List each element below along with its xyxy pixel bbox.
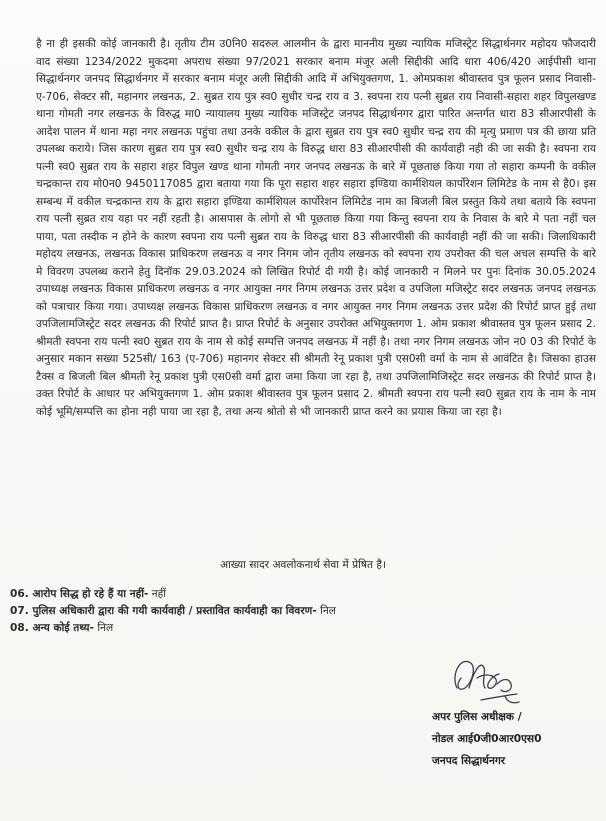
item-07-value: निल bbox=[316, 605, 336, 617]
handwritten-signature bbox=[447, 648, 527, 710]
signature-block bbox=[432, 706, 602, 772]
item-06-label: 06. आरोप सिद्ध हो रहे हैं या नहीं- bbox=[10, 588, 149, 600]
report-items bbox=[10, 586, 570, 637]
closing-line: आख्या सादर अवलोकनार्थ सेवा में प्रेषित है। bbox=[219, 559, 387, 571]
signatory-district: जनपद सिद्धार्थनगर bbox=[432, 755, 506, 767]
item-06 bbox=[10, 586, 570, 603]
item-07 bbox=[10, 603, 570, 620]
item-08 bbox=[10, 620, 570, 637]
item-08-value: निल bbox=[93, 622, 114, 634]
item-07-label: 07. पुलिस अधिकारी द्वारा की गयी कार्यवाही / प्रस्तावित कार्यवाही का विवरण- bbox=[10, 605, 317, 617]
signatory-designation: अपर पुलिस अधीक्षक / bbox=[432, 711, 522, 723]
report-body bbox=[36, 36, 596, 421]
signatory-office: नोडल आई0जी0आर0एस0 bbox=[432, 733, 542, 745]
item-06-value: नहीं bbox=[148, 588, 166, 600]
report-paragraph: है ना ही इसकी कोई जानकारी है। तृतीय टीम उ0नि0 सदरुल आलमीन के द्वारा माननीय मुख्य न्यायिक मजिस्ट्रेट सिद्धार्थनगर महोदय फौजदारी वाद संख्या 1234/2022 मुकदमा अपराध संख्या 97/2021 सरकार बनाम मंजूर अली सिद्दीकी आदि धारा 406/420 आईपीसी थाना सिद्धार्थनगर जनपद सिद्धार्थनगर में सरकार बनाम मंजूर अली सिद्दीकी आदि में अभियुक्तगण, 1. ओमप्रकाश श्रीवास्तव पुत्र फूलन प्रसाद निवासी- ए-706, सेक्टर सी, महानगर लखनऊ, 2. सुब्रत राय पुत्र स्व0 सुधीर चन्द्र राय व 3. स्वपना राय पत्नी सुब्रत राय निवासी-सहारा शहर विपुलखण्ड थाना गोमती नगर लखनऊ के विरुद्ध मा0 न्यायालय मुख्य न्यायिक मजिस्ट्रेट जनपद सिद्धार्थनगर द्वारा पारित अन्तर्गत धारा 83 सीआरपीसी के आदेश पालन में थाना महा नगर लखनऊ पहुंचा तथा उनके वकील के द्वारा सुब्रत राय पुत्र स्व0 सुधीर चन्द्र राय की मृत्यु प्रमाण पत्र की छाया प्रति उपलब्ध कराये। जिस कारण सुब्रत राय पुत्र स्व0 सुधीर चन्द्र राय के विरुद्ध धारा 83 सीआरपीसी की कार्यवाही नही की जा सकी है। स्वपना राय पत्नी स्व0 सुब्रत राय के सहारा शहर विपुल खण्ड थाना गोमती नगर जनपद लखनऊ के बारे में पूछताछ किया गया तो सहारा कम्पनी के वकील चन्द्रकान्त राय मो0न0 9450117085 द्वारा बताया गया कि पूरा सहारा शहर सहारा इण्डिया कार्मशियल कार्पोरेशन लिमिटेड के नाम से है0। इस सम्बन्ध में वकील चन्द्रकान्त राय के द्वारा सहारा इण्डिया कार्मशियल कार्पोरेशन लिमिटेड नाम का बिजली बिल प्रस्तुत किये तथा बताये कि स्वपना राय पत्नी सुब्रत राय यहा पर नहीं रहती है। आसपास के लोगो से भी पूछताछ किया गया किन्तु स्वपना राय के निवास के बारे मे पता नहीं चल पाया, पता तस्दीक न होने के कारण स्वपना राय पत्नी सुब्रत राय के विरुद्ध धारा 83 सीआरपीसी की कार्यवाही नहीं की जा सकी। जिलाधिकारी महोदय लखनऊ, लखनऊ विकास प्राधिकरण लखनऊ व नगर निगम जोन तृतीय लखनऊ को स्वपना राय उपरोक्त की चल अचल सम्पत्ति के बारे मे विवरण उपलब्ध कराने हेतु दिनॉक 29.03.2024 को लिखित रिपोर्ट दी गयी है। कोई जानकारी न मिलने पर पुनः दिनांक 30.05.2024 उपाध्यक्ष लखनऊ विकास प्राधिकरण लखनऊ व नगर आयुक्त नगर निगम लखनऊ उत्तर प्रदेश व उपजिला मजिस्ट्रेट सदर लखनऊ जनपद लखनऊ को पत्राचार किया गया। उपाध्यक्ष लखनऊ विकास प्राधिकरण लखनऊ व नगर आयुक्त नगर निगम लखनऊ उत्तर प्रदेश की रिपोर्ट प्राप्त हुई तथा उपजिलामजिस्ट्रेट सदर लखनऊ की रिपोर्ट प्राप्त है। प्राप्त रिपोर्ट के अनुसार उपरोक्त अभियुक्तगण 1. ओम प्रकाश श्रीवास्तव पुत्र फूलन प्रसाद 2. श्रीमती स्वपना राय पत्नी स्व0 सुब्रत राय के नाम से कोई सम्पत्ति जनपद लखनऊ में नहीं है। तथा नगर निगम लखनऊ जोन न0 03 की रिपोर्ट के अनुसार मकान सख्या 525सी/ 163 (ए-706) महानगर सेक्टर सी श्रीमती रेनू प्रकाश पुत्री एस0सी वर्मा के नाम से आवंटित है। जिसका हाउस टैक्स व बिजली बिल श्रीमती रेनू प्रकाश पुत्री एस0सी वर्मा द्वारा जमा किया जा रहा है, तथा उपजिलामिजिस्ट्रेट सदर लखनऊ की रिपोर्ट प्राप्त है। उक्त रिपोर्ट के आधार पर अभियुक्तगण 1. ओम प्रकाश श्रीवास्तव पुत्र फूलन प्रसाद 2. श्रीमती स्वपना राय पत्नी स्व0 सुब्रत राय के नाम के नाम कोई भूमि/सम्पत्ति का होना नही पाया जा रहा है, तथा अन्य श्रोतो से भी जानकारी प्राप्त करने का प्रयास किया जा रहा है। bbox=[36, 38, 596, 418]
item-08-label: 08. अन्य कोई तथ्य- bbox=[10, 622, 94, 634]
